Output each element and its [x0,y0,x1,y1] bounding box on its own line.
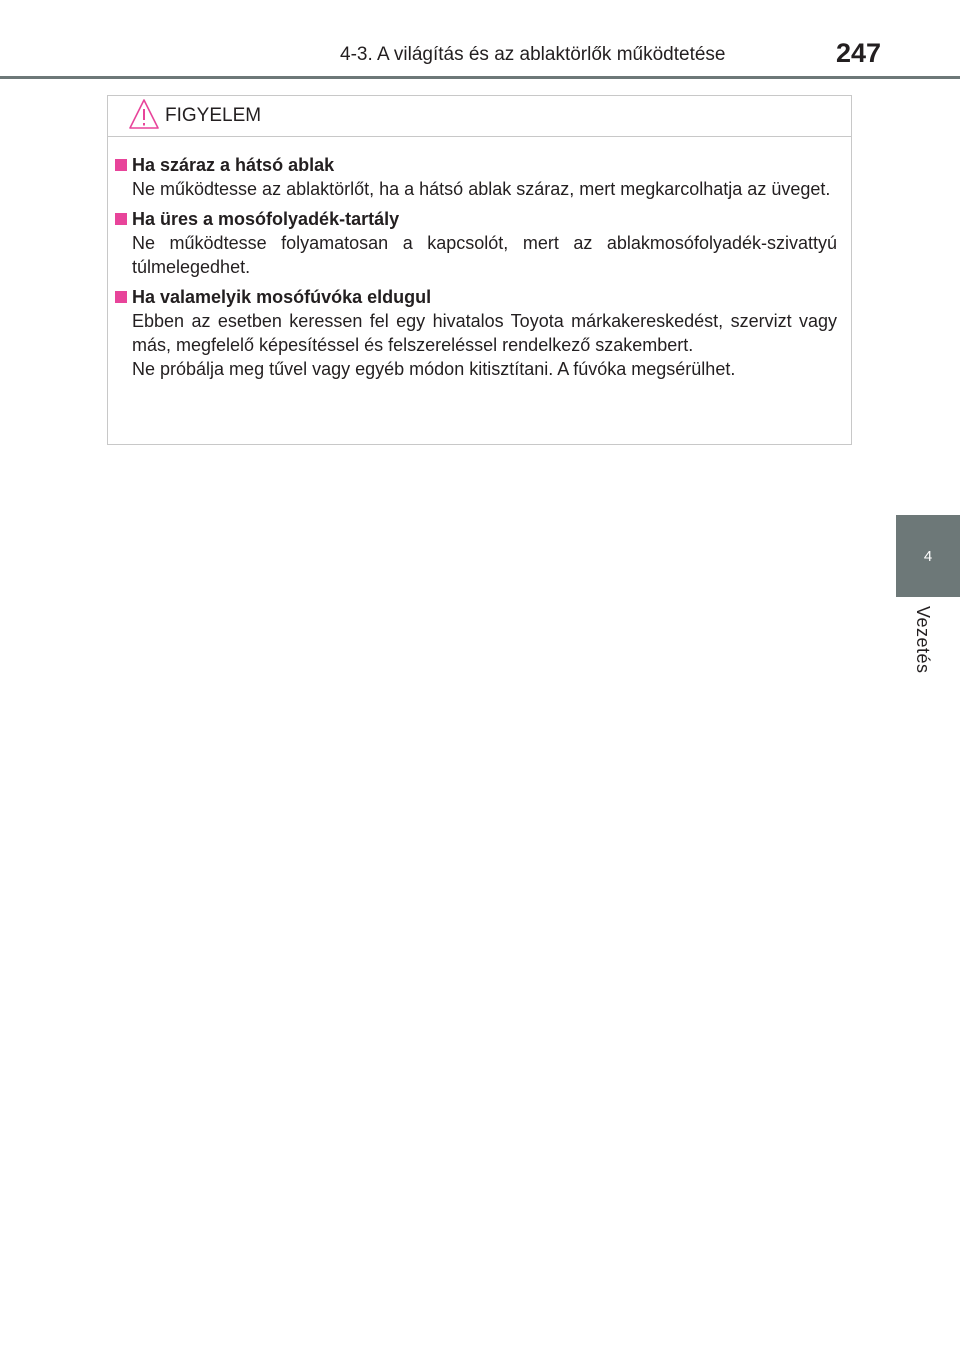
bullet-square-icon [115,291,127,303]
bullet-square-icon [115,159,127,171]
warning-item-heading: Ha üres a mosófolyadék-tartály [132,209,400,229]
warning-box [107,95,852,445]
warning-item [132,285,837,381]
chapter-number: 4 [923,547,933,565]
warning-item [132,153,837,201]
warning-item-heading: Ha száraz a hátsó ablak [132,155,335,175]
warning-item-text: Ne működtesse folyamatosan a kapcsolót, mert az ablakmosófolyadék-szivattyú túlmelegedhet. [132,233,837,277]
section-title: 4-3. A világítás és az ablaktörlők működtetése [340,44,726,65]
warning-body [108,137,851,381]
warning-item [132,207,837,279]
bullet-square-icon [115,213,127,225]
header-divider [0,76,960,79]
warning-header [108,96,851,137]
warning-item-text: Ne működtesse az ablaktörlőt, ha a hátsó ablak száraz, mert megkarcolhatja az üveget. [132,179,831,199]
chapter-tab [896,515,960,597]
chapter-label: Vezetés [913,606,933,674]
warning-item-text: Ne próbálja meg tűvel vagy egyéb módon kitisztítani. A fúvóka megsérülhet. [132,359,736,379]
warning-item-text: Ebben az esetben keressen fel egy hivatalos Toyota márkakereskedést, szervizt vagy más, megfelelő képesítéssel és felszereléssel rendelkező szakembert. [132,311,837,355]
page-number: 247 [836,38,882,68]
warning-triangle-icon [128,98,160,135]
warning-title: FIGYELEM [165,105,262,126]
warning-item-heading: Ha valamelyik mosófúvóka eldugul [132,287,432,307]
